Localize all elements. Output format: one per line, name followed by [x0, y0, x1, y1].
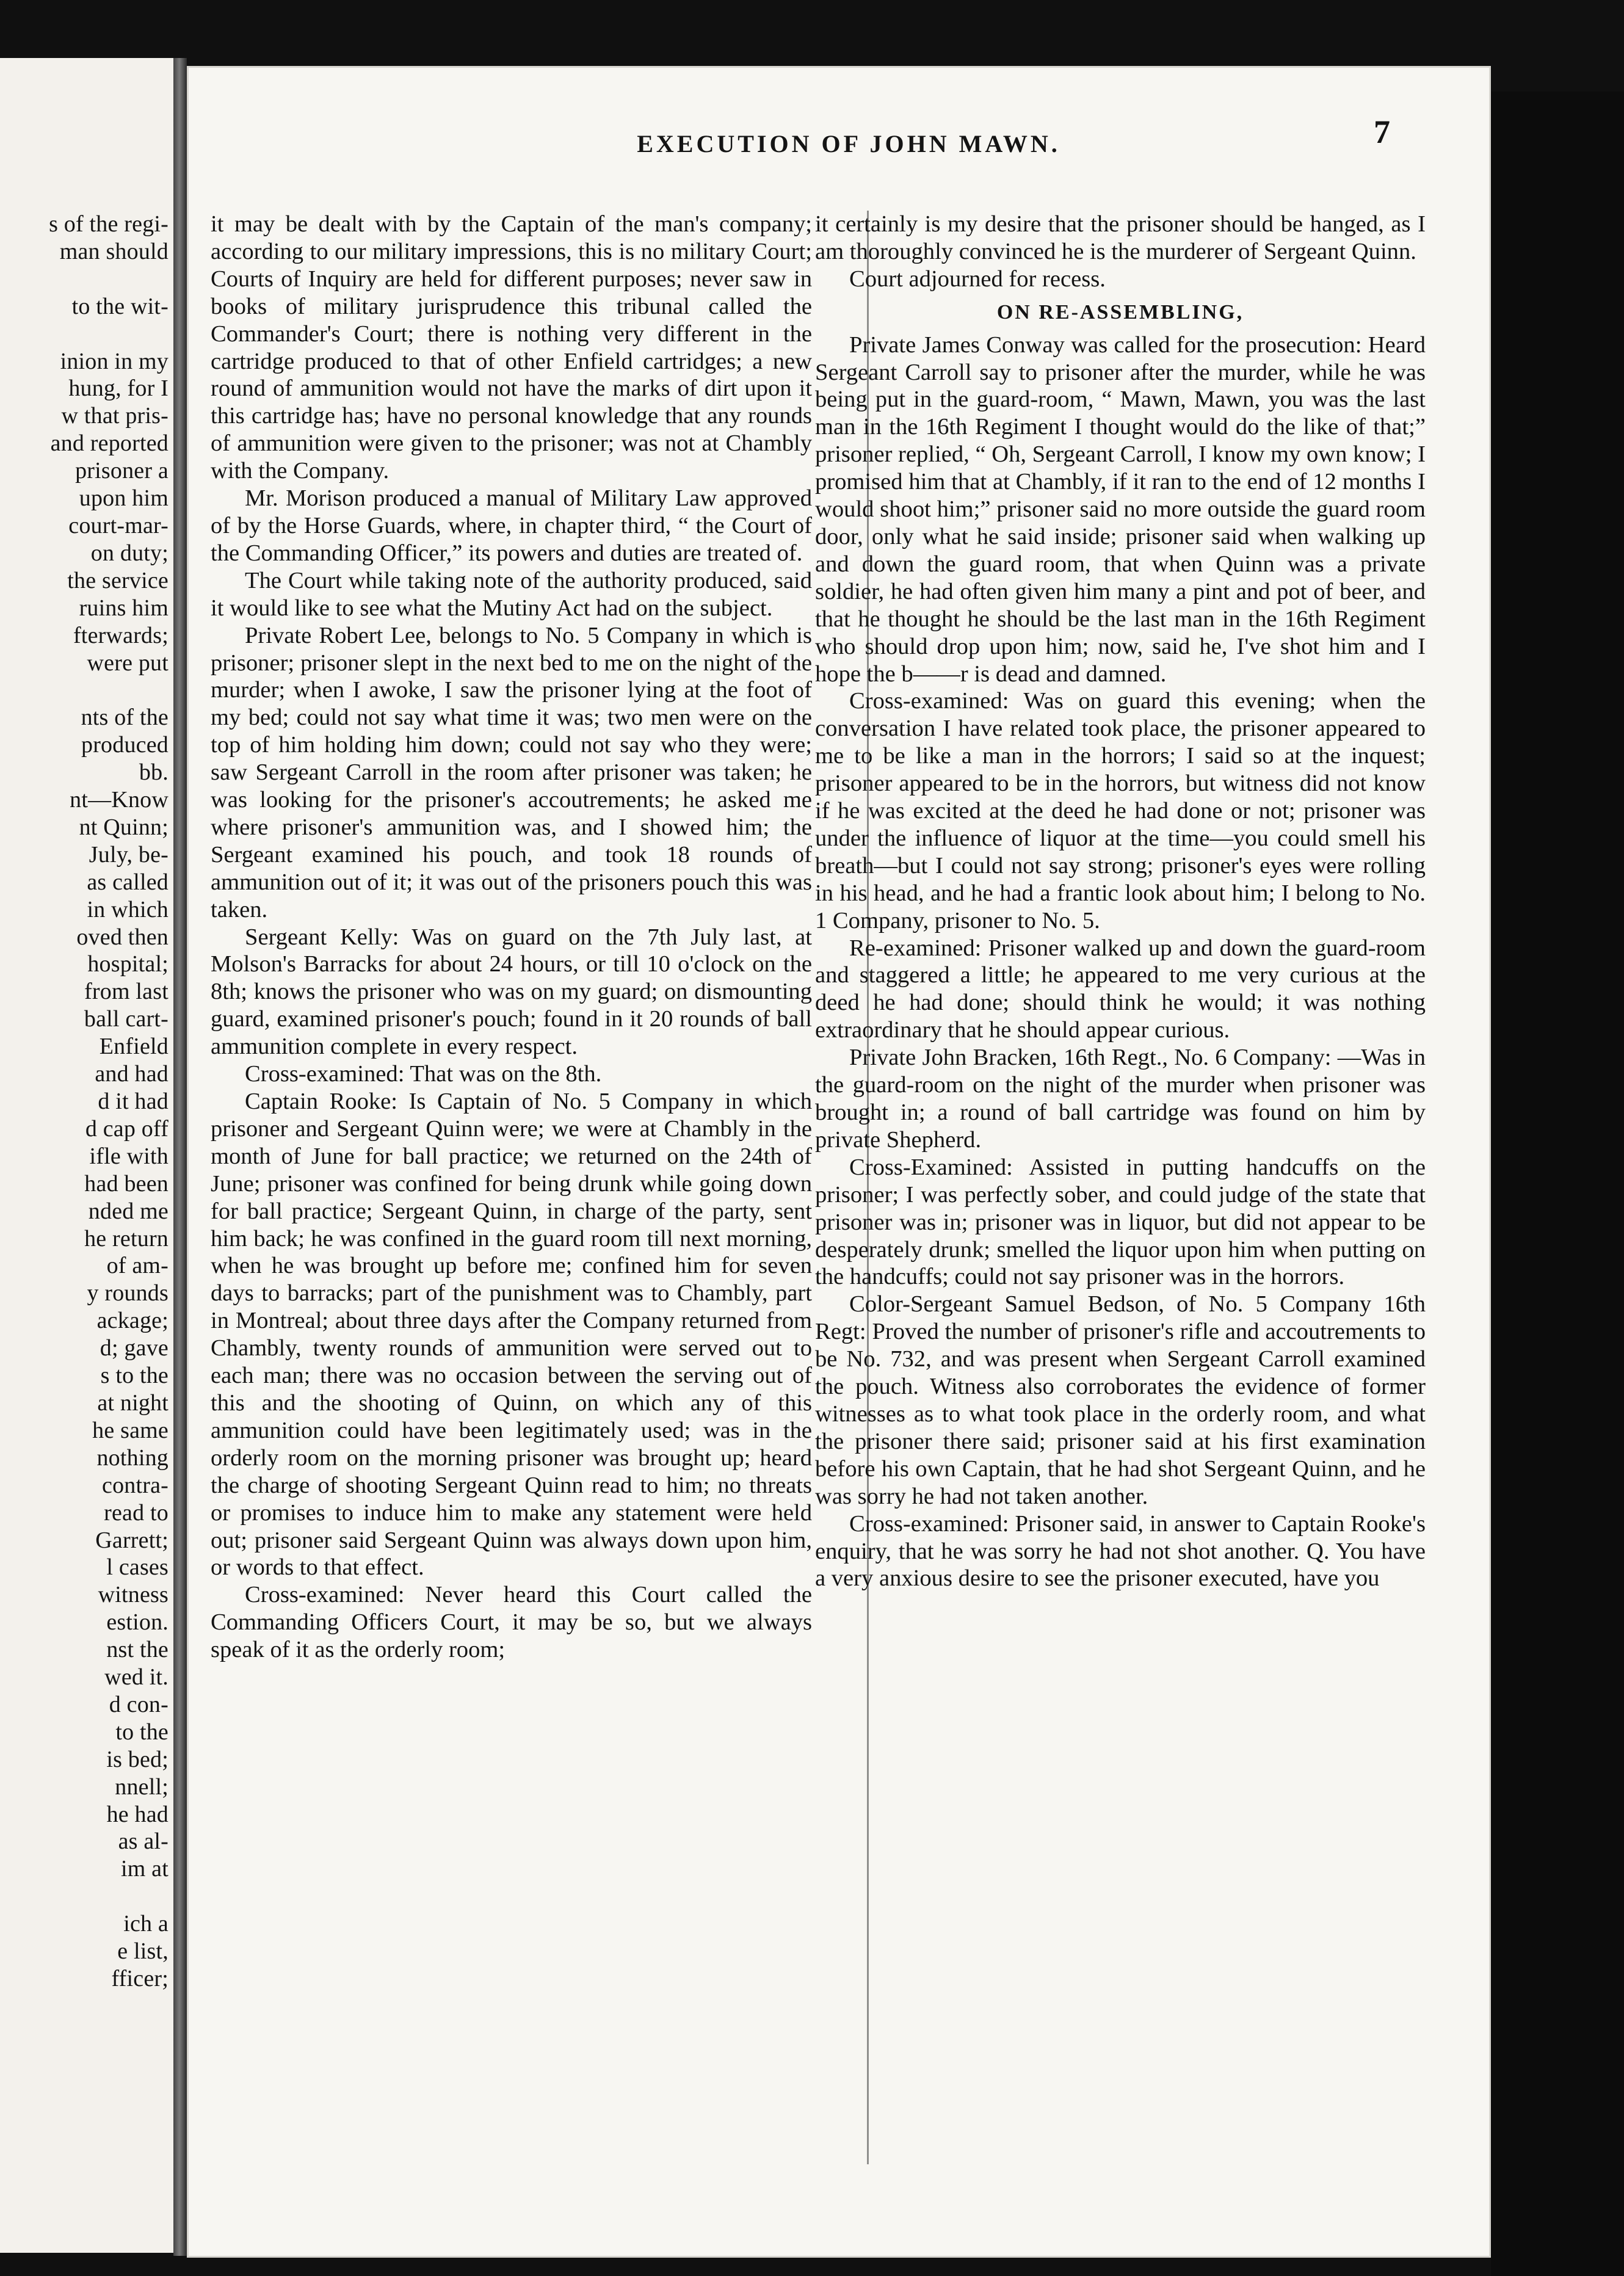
fragment-line: produced	[81, 732, 169, 758]
fragment-line: man should	[59, 238, 169, 264]
fragment-line: to the	[115, 1719, 169, 1745]
fragment-line: Enfield	[99, 1034, 169, 1060]
fragment-line: of am-	[106, 1253, 169, 1279]
fragment-line: on duty;	[90, 540, 169, 566]
fragment-line: prisoner a	[75, 458, 169, 484]
fragment-line: contra-	[102, 1472, 169, 1498]
paragraph: it may be dealt with by the Captain of the man's company; according to our military impressions, this is no military Court; Courts of Inquiry are held for different purposes; never saw in books of military jurisprudence this tribunal called the Commander's Court; there is nothing very different in the cartridge produced to that of other Enfield cartridges; a new round of ammunition would not have the marks of dirt upon it this cartridge has; have no personal knowledge that any rounds of ammunition were given to the prisoner; was not at Chambly with the Company.	[211, 211, 812, 484]
paragraph: Private Robert Lee, belongs to No. 5 Company in which is prisoner; prisoner slept in the next bed to me on the night of the murder; when I awoke, I saw the prisoner lying at the foot of my bed; could not say what time it was; two men were on the top of him holding him down; could not say who they were; saw Sergeant Carroll in the room after prisoner was taken; he was looking for the prisoner's accoutrements; he asked me where prisoner's ammunition was, and I showed him; the Sergeant examined his pouch, and took 18 rounds of ammunition out of it; it was out of the prisoners pouch this was taken.	[211, 622, 812, 922]
fragment-line: and had	[95, 1061, 169, 1087]
fragment-line: hung, for I	[68, 375, 169, 402]
fragment-line	[0, 321, 176, 348]
paragraph: Captain Rooke: Is Captain of No. 5 Company in which prisoner and Sergeant Quinn were; we were at Chambly in the month of June for ball practice; we returned on the 24th of June; prisoner was confined for being drunk while going down for ball practice; Sergeant Quinn, in charge of the party, sent him back; he was confined in the guard room till next morning, when he was brought up before me; confined him for seven days to barracks; part of the punishment was to Chambly, part in Montreal; about three days after the Company returned from Chambly, twenty rounds of ammunition were served out to each man; there was no occasion between the serving out of this and the shooting of Quinn, on which any of this ammunition could have been legitimately used; was in the orderly room on the morning prisoner was brought up; heard the charge of shooting Sergeant Quinn read to him; no threats or promises to induce him to make any statement were held out; prisoner said Sergeant Quinn was always down upon him, or words to that effect.	[211, 1089, 812, 1581]
fragment-line: as called	[87, 869, 169, 895]
left-page-fragment	[0, 58, 176, 2253]
fragment-line: inion in my	[60, 348, 169, 374]
adjournment-note: Court adjourned for recess.	[849, 266, 1106, 292]
fragment-line: he return	[84, 1225, 169, 1252]
fragment-line: l cases	[106, 1554, 169, 1581]
fragment-line: had been	[84, 1170, 169, 1197]
fragment-line: nst the	[106, 1637, 169, 1663]
fragment-line	[0, 676, 176, 704]
fragment-line: w that pris-	[61, 403, 169, 429]
fragment-line: July, be-	[89, 841, 169, 868]
fragment-line: to the wit-	[71, 293, 169, 319]
paragraph: Cross-examined: Was on guard this evening; when the conversation I have related took place, the prisoner appeared to me to be like a man in the horrors; I said so at the inquest; prisoner appeared to be in the horrors, but witness did not know if he was excited at the deed he had done or not; prisoner was under the influence of liquor at the time—you could smell his breath—but I could not say strong; prisoner's eyes were rolling in his head, and he had a frantic look about him; I belong to No. 1 Company, prisoner to No. 5.	[815, 688, 1426, 933]
fragment-line: nts of the	[81, 705, 169, 731]
paragraph: Cross-examined: Never heard this Court called the Commanding Officers Court, it may be so, but we always speak of it as the orderly room;	[211, 1582, 812, 1663]
fragment-line: ball cart-	[84, 1006, 169, 1032]
fragment-line: nt—Know	[70, 787, 169, 813]
fragment-line: and reported	[50, 430, 169, 457]
fragment-line	[0, 266, 176, 293]
fragment-line: he had	[106, 1801, 169, 1827]
fragment-line: nothing	[96, 1444, 169, 1471]
text-column-2	[815, 211, 1426, 1592]
fragment-line: d it had	[98, 1089, 169, 1114]
fragment-line: bb.	[139, 759, 169, 786]
fragment-line: from last	[84, 979, 169, 1005]
fragment-line: Garrett;	[95, 1527, 169, 1553]
fragment-line: y rounds	[87, 1280, 169, 1307]
fragment-line: hospital;	[87, 951, 169, 977]
paragraph: Sergeant Kelly: Was on guard on the 7th July last, at Molson's Barracks for about 24 hours, or till 10 o'clock on the 8th; knows the prisoner who was on my guard; on dismounting guard, examined prisoner's pouch; found in it 20 rounds of ball ammunition complete in every respect.	[211, 924, 812, 1060]
fragment-line: fficer;	[111, 1966, 169, 1991]
page-number: 7	[1374, 114, 1390, 150]
fragment-line: court-mar-	[68, 512, 169, 538]
fragment-line: im at	[120, 1856, 169, 1882]
fragment-line: at night	[97, 1390, 169, 1416]
fragment-line: the service	[67, 567, 169, 593]
paragraph: Re-examined: Prisoner walked up and down the guard-room and staggered a little; he appeared to me very curious at the deed he had done; should think he would; it was nothing extraordinary that he should appear curious.	[815, 935, 1426, 1043]
paragraph: Cross-examined: That was on the 8th.	[245, 1061, 602, 1087]
left-page-text-fragment	[0, 211, 176, 1993]
fragment-line: read to	[104, 1499, 169, 1526]
fragment-line: d; gave	[100, 1335, 169, 1361]
page-edge-shadow	[1491, 92, 1624, 2276]
paragraph: Private James Conway was called for the prosecution: Heard Sergeant Carroll say to prisoner after the murder, while he was being put in the guard-room, “ Mawn, Mawn, you was the last man in the 16th Regiment I thought would do the like of that;” prisoner replied, “ Oh, Sergeant Carroll, I know my own know; I promised him that at Chambly, if it ran to the end of 12 months I would shoot him;” prisoner said no more outside the guard room door, only what he said inside; prisoner said when walking up and down the guard room, that when Quinn was a private soldier, he had often given him many a pint and pot of beer, and that he thought he should be the last man in the 16th Regiment who should drop upon him; now, said he, I've shot him and I hope the b——r is dead and damned.	[815, 332, 1426, 687]
paragraph: Private John Bracken, 16th Regt., No. 6 Company: —Was in the guard-room on the night of the murder when prisoner was brought in; a round of ball cartridge was found on him by private Shepherd.	[815, 1045, 1426, 1153]
fragment-line: nnell;	[115, 1774, 169, 1800]
text-column-1	[211, 211, 812, 1664]
paragraph: Mr. Morison produced a manual of Military Law approved of by the Horse Guards, where, in chapter third, “ the Court of the Commanding Officer,” its powers and duties are treated of.	[211, 485, 812, 566]
fragment-line: as al-	[118, 1828, 169, 1855]
running-title: EXECUTION OF JOHN MAWN.	[637, 130, 1060, 158]
fragment-line: ruins him	[79, 595, 169, 621]
fragment-line: is bed;	[106, 1746, 169, 1772]
fragment-line: ackage;	[96, 1308, 169, 1334]
fragment-line: d cap off	[85, 1115, 169, 1142]
book-gutter	[173, 58, 187, 2256]
fragment-line: in which	[87, 896, 169, 922]
fragment-line: nt Quinn;	[79, 814, 169, 840]
fragment-line: estion.	[106, 1609, 169, 1636]
paragraph: Cross-Examined: Assisted in putting handcuffs on the prisoner; I was perfectly sober, and could judge of the state that prisoner was in; prisoner was in liquor, but did not appear to be desperately drunk; smelled the liquor upon him when putting on the handcuffs; could not say prisoner was in the horrors.	[815, 1154, 1426, 1290]
paragraph: Cross-examined: Prisoner said, in answer to Captain Rooke's enquiry, that he was sorry he had not shot another. Q. You have a very anxious desire to see the prisoner executed, have you	[815, 1510, 1426, 1592]
fragment-line: s of the regi-	[49, 211, 169, 237]
fragment-line: fterwards;	[73, 622, 169, 648]
fragment-line: e list,	[117, 1938, 169, 1965]
fragment-line: were put	[87, 650, 169, 676]
fragment-line: nded me	[88, 1198, 169, 1224]
fragment-line: he same	[92, 1417, 169, 1443]
fragment-line: oved then	[76, 924, 169, 950]
paragraph: The Court while taking note of the authority produced, said it would like to see what the Mutiny Act had on the subject.	[211, 567, 812, 621]
paragraph: it certainly is my desire that the prisoner should be hanged, as I am thoroughly convinced he is the murderer of Sergeant Quinn.	[815, 211, 1426, 264]
fragment-line: witness	[98, 1582, 169, 1608]
paragraph: Color-Sergeant Samuel Bedson, of No. 5 Company 16th Regt: Proved the number of prisoner's rifle and accoutrements to be No. 732, and was present when Sergeant Carroll examined the pouch. Witness also corroborates the evidence of former witnesses as to what took place in the orderly room, and what the prisoner there said; prisoner said at his first examination before his own Captain, that he had shot Sergeant Quinn, and he was sorry he had not taken another.	[815, 1291, 1426, 1509]
fragment-line: ifle with	[89, 1143, 169, 1169]
fragment-line: d con-	[109, 1691, 169, 1717]
fragment-line: ich a	[123, 1911, 169, 1937]
section-heading: ON RE-ASSEMBLING,	[996, 300, 1244, 324]
fragment-line: upon him	[79, 485, 169, 512]
fragment-line	[0, 1883, 176, 1910]
fragment-line: s to the	[100, 1363, 169, 1389]
fragment-line: wed it.	[104, 1664, 169, 1691]
